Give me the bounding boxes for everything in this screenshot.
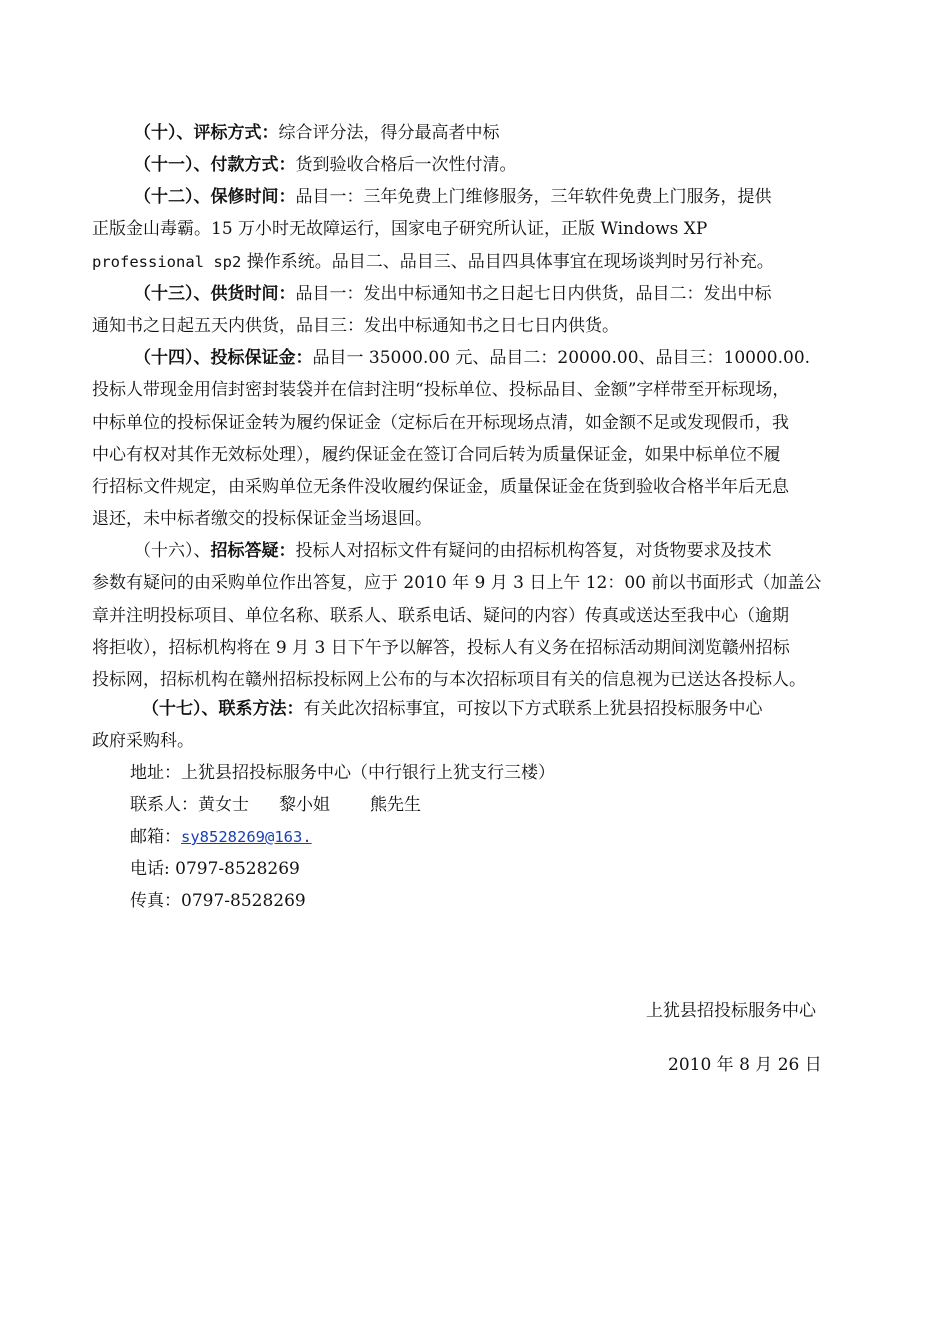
contact-block — [130, 757, 555, 917]
section-text: 中心有权对其作无效标处理），履约保证金在签订合同后转为质量保证金，如果中标单位不履 — [92, 444, 781, 465]
contact-phone: 电话: 0797-8528269 — [130, 859, 300, 879]
contact-person: 熊先生 — [370, 795, 421, 815]
section-text: 投标人对招标文件有疑问的由招标机构答复，对货物要求及技术 — [295, 541, 772, 561]
contact-person: 黎小姐 — [279, 795, 330, 815]
section-text: 中标单位的投标保证金转为履约保证金（定标后在开标现场点清，如金额不足或发现假币，我 — [92, 412, 789, 433]
section-bid-questions — [92, 535, 862, 696]
section-text: 品目一：发出中标通知书之日起七日内供货，品目二：发出中标 — [295, 284, 772, 304]
section-heading: （十七）、联系方法： — [142, 699, 304, 719]
contact-email-label: 邮箱： — [130, 827, 181, 847]
section-heading: 招标答疑： — [210, 541, 296, 561]
section-text: 参数有疑问的由采购单位作出答复，应于 2010 年 9 月 3 日上午 12：00 前以书面形式（加盖公 — [92, 573, 822, 594]
contact-email — [130, 821, 555, 853]
contact-person: 黄女士 — [198, 795, 249, 815]
section-text: 章并注明投标项目、单位名称、联系人、联系电话、疑问的内容）传真或送达至我中心（逾期 — [92, 605, 789, 626]
signature-org: 上犹县招投标服务中心 — [646, 1001, 816, 1021]
contact-address: 地址：上犹县招投标服务中心（中行银行上犹支行三楼） — [130, 763, 555, 783]
section-text: 行招标文件规定，由采购单位无条件没收履约保证金，质量保证金在货到验收合格半年后无息 — [92, 477, 789, 498]
section-heading: （十）、评标方式： — [134, 123, 279, 143]
section-text: 操作系统。品目二、品目三、品目四具体事宜在现场谈判时另行补充。 — [241, 251, 774, 272]
section-heading-prefix: （十六）、 — [134, 541, 211, 561]
section-text: 将拒收），招标机构将在 9 月 3 日下午予以解答，投标人有义务在招标活动期间浏览赣州招标 — [92, 637, 790, 658]
section-text: 投标网，招标机构在赣州招标投标网上公布的与本次招标项目有关的信息视为已送达各投标人。 — [92, 670, 806, 691]
contact-people-label: 联系人： — [130, 795, 198, 815]
contact-fax: 传真：0797-8528269 — [130, 891, 306, 911]
section-text: 投标人带现金用信封密封装袋并在信封注明“投标单位、投标品目、金额”字样带至开标现场， — [92, 380, 790, 401]
signature-date: 2010 年 8 月 26 日 — [668, 1055, 822, 1075]
section-heading: （十一）、付款方式： — [134, 155, 296, 175]
section-text: 综合评分法，得分最高者中标 — [278, 123, 500, 143]
section-text: 有关此次招标事宜，可按以下方式联系上犹县招投标服务中心 — [303, 699, 763, 719]
section-contact-method — [92, 693, 862, 758]
email-link[interactable]: sy8528269@163. — [181, 828, 312, 846]
section-delivery-time — [92, 278, 862, 343]
section-heading: （十三）、供货时间： — [134, 284, 296, 304]
section-text: 品目一：三年免费上门维修服务，三年软件免费上门服务，提供 — [295, 187, 772, 207]
section-text: professional sp2 — [92, 252, 242, 271]
section-text: 货到验收合格后一次性付清。 — [295, 155, 517, 175]
section-text: 政府采购科。 — [92, 731, 194, 752]
section-text: 通知书之日起五天内供货，品目三：发出中标通知书之日七日内供货。 — [92, 316, 619, 337]
contact-people — [130, 789, 555, 821]
section-warranty — [92, 181, 862, 278]
section-text: 退还，未中标者缴交的投标保证金当场退回。 — [92, 509, 432, 530]
section-text: 品目一 35000.00 元、品目二：20000.00、品目三：10000.00. — [312, 348, 811, 368]
section-heading: （十二）、保修时间： — [134, 187, 296, 207]
section-evaluation-method — [92, 117, 862, 149]
section-bid-bond — [92, 342, 862, 536]
section-text: 正版金山毒霸。15 万小时无故障运行，国家电子研究所认证，正版 Windows XP — [92, 219, 708, 240]
section-payment-method — [92, 149, 862, 181]
section-heading: （十四）、投标保证金： — [134, 348, 313, 368]
